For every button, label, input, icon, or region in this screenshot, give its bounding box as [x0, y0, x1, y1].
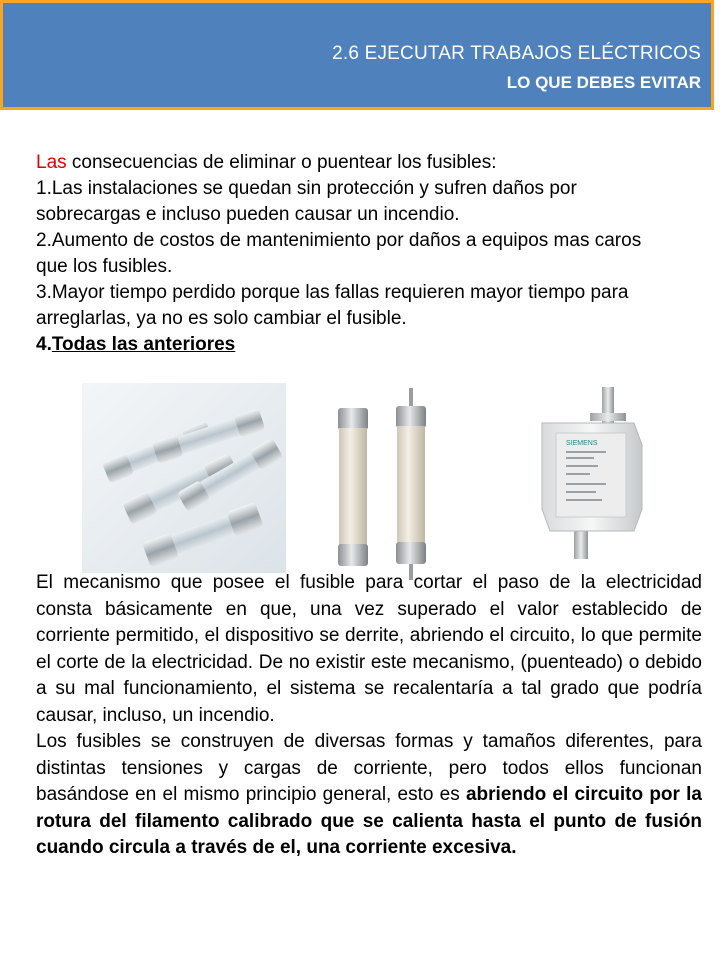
list-item-2: 2.Aumento de costos de mantenimiento por daños a equipos mas caros que los fusibles.: [36, 230, 642, 277]
answer-number: 4.: [36, 334, 52, 355]
paragraph-2-bold: abriendo el circuito por la rotura del filamento calibrado que se calienta hasta el punto de fusión cuando circula a través de el, una corriente excesiva.: [36, 784, 702, 858]
glass-fuses-photo: [82, 383, 286, 573]
intro-lead: [36, 150, 676, 176]
intro-block: [36, 150, 676, 358]
explanation-paragraph-2: [36, 729, 702, 862]
nh-fuse-photo: [530, 385, 656, 565]
ceramic-fuses-photo: [318, 380, 448, 580]
list-item-3: 3.Mayor tiempo perdido porque las fallas requieren mayor tiempo para arreglarlas, ya no es solo cambiar el fusible.: [36, 282, 629, 329]
header-banner: [0, 0, 714, 110]
header-section-title: 2.6 EJECUTAR TRABAJOS ELÉCTRICOS: [332, 43, 701, 64]
answer-item: [36, 332, 676, 358]
header-subtitle: LO QUE DEBES EVITAR: [506, 73, 701, 92]
nh-fuse-brand-text: SIEMENS: [566, 440, 598, 447]
explanation-block: [36, 570, 702, 862]
list-item-1: 1.Las instalaciones se quedan sin protección y sufren daños por sobrecargas e incluso pueden causar un incendio.: [36, 178, 577, 225]
paragraph-2-normal: Los fusibles se construyen de diversas formas y tamaños diferentes, para distintas tensiones y cargas de corriente, pero todos ellos funcionan basándose en el mismo principio general, esto es: [36, 731, 702, 805]
lead-rest: consecuencias de eliminar o puentear los fusibles:: [66, 152, 497, 173]
answer-text: Todas las anteriores: [51, 334, 236, 355]
explanation-paragraph-1: El mecanismo que posee el fusible para cortar el paso de la electricidad consta básicamente en que, una vez superado el valor establecido de corriente permitido, el dispositivo se derrite, abriendo el circuito, lo que permite el corte de la electricidad. De no existir este mecanismo, (puenteado) o debido a su mal funcionamiento, el sistema se recalentaría a tal grado que podría causar, incluso, un incendio.: [36, 572, 702, 726]
lead-red-word: Las: [36, 152, 67, 173]
